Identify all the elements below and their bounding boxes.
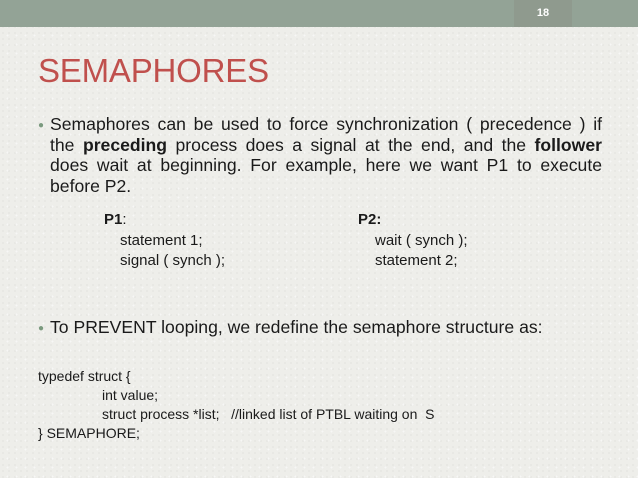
- bullet-prevent-looping: To PREVENT looping, we redefine the semaphore structure as:: [50, 317, 543, 337]
- p1-line-1: statement 1;: [120, 232, 203, 249]
- typedef-line-3: struct process *list; //linked list of PTBL waiting on S: [102, 406, 435, 422]
- typedef-line-2: int value;: [102, 387, 159, 403]
- p1-line-2: signal ( synch );: [120, 252, 226, 269]
- bullet-dot: ●: [38, 323, 45, 334]
- bullet-dot: ●: [38, 120, 45, 131]
- paragraph-bold-follower: follower: [534, 134, 602, 155]
- paragraph-text-3: does wait at beginning. For example, here we want P1 to execute before P2.: [50, 155, 602, 196]
- bullet-paragraph: [50, 114, 602, 196]
- paragraph-text-1: Semaphores can be used to force synchronization ( precedence ) if the: [50, 114, 602, 155]
- typedef-line-4: } SEMAPHORE;: [38, 425, 140, 441]
- slide-title: SEMAPHORES: [38, 52, 269, 89]
- p1-label-line: [104, 210, 127, 230]
- typedef-line-1: typedef struct {: [38, 368, 131, 384]
- p2-label: P2:: [358, 211, 382, 228]
- slide-number: 18: [536, 7, 550, 19]
- p1-label: P1: [104, 211, 123, 228]
- p2-line-1: wait ( synch );: [375, 232, 468, 249]
- p2-line-2: statement 2;: [375, 252, 458, 269]
- paragraph-text-2: process does a signal at the end, and the: [167, 134, 535, 155]
- paragraph-bold-preceding: preceding: [82, 134, 168, 155]
- p1-colon: :: [122, 211, 127, 228]
